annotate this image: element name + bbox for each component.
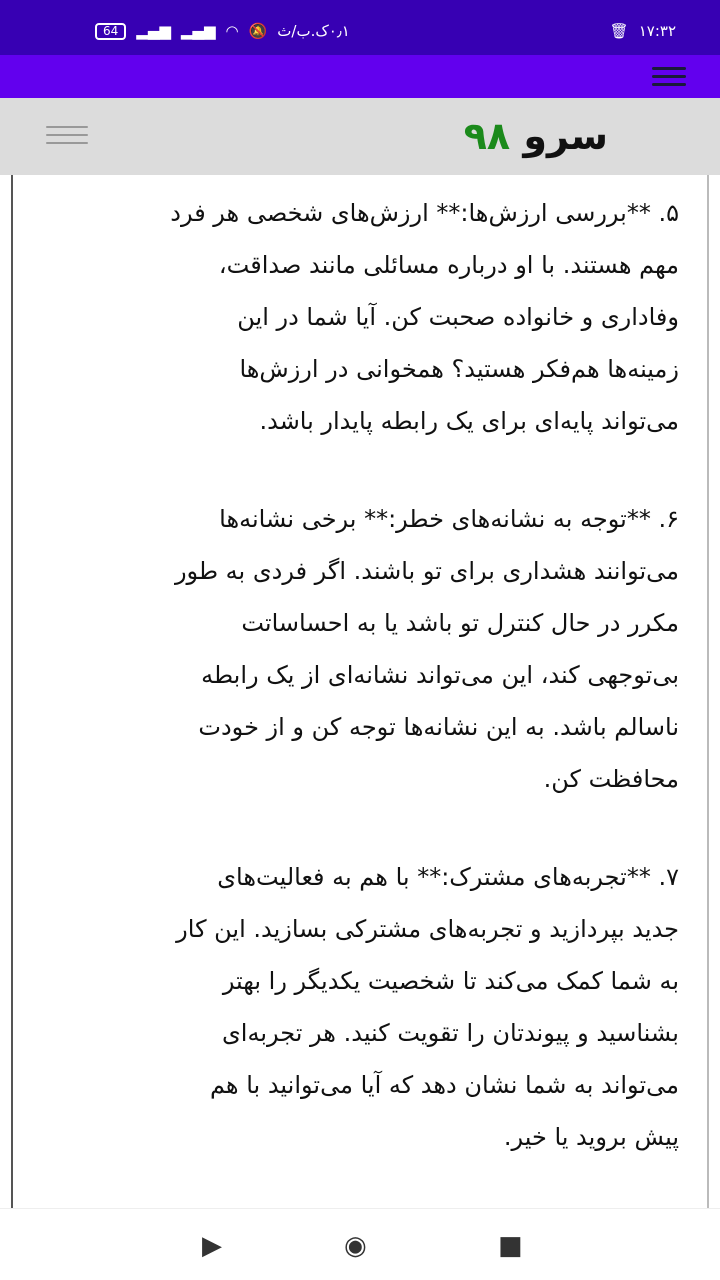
wifi-icon: ◠ [225,22,239,40]
text-line: ۵. **بررسی ارزش‌ها:** ارزش‌های شخصی هر فرد [170,199,679,227]
status-bar [0,0,720,55]
text-line: ناسالم باشد. به این نشانه‌ها توجه کن و از خودت [198,713,679,741]
paragraph-7 [39,851,679,1163]
logo-text: سرو [523,114,608,158]
signal-icon-2: ▂▄▆ [180,22,216,40]
app-toolbar [0,55,720,98]
text-line: می‌تواند به شما نشان دهد که آیا می‌توانید با هم [209,1071,679,1099]
text-line: محافظت کن. [543,765,679,793]
recents-button[interactable]: ■ [498,1231,523,1261]
home-button[interactable]: ◉ [344,1231,367,1261]
text-line: می‌توانند هشداری برای تو باشند. اگر فردی به طور [174,557,679,585]
article-content [11,175,709,1208]
bell-muted-icon: 🔕 [248,22,268,40]
back-button[interactable]: ▶ [202,1231,222,1261]
text-line: جدید بپردازید و تجربه‌های مشترکی بسازید. این کار [176,915,679,943]
site-header [0,98,720,175]
text-line: مکرر در حال کنترل تو باشد یا به احساساتت [241,609,679,637]
text-line: مهم هستند. با او درباره مسائلی مانند صداقت، [218,251,679,279]
battery-icon: 64 [95,23,126,40]
site-menu-icon[interactable] [46,126,88,144]
paragraph-5 [39,187,679,447]
text-line: به شما کمک می‌کند تا شخصیت یکدیگر را بهتر [222,967,679,995]
site-logo[interactable] [464,114,608,158]
navigation-bar [0,1208,720,1280]
signal-icon: ▂▄▆ [136,22,171,40]
text-line: وفاداری و خانواده صحبت کن. آیا شما در این [237,303,679,331]
hamburger-icon[interactable] [652,67,686,86]
data-speed: ۰٫۱ک.ب/ث [277,22,350,40]
paragraph-6 [39,493,679,805]
text-line: زمینه‌ها هم‌فکر هستید؟ همخوانی در ارزش‌ها [239,355,679,383]
text-line: بشناسید و پیوندتان را تقویت کنید. هر تجربه‌ای [222,1019,679,1047]
text-line: می‌تواند پایه‌ای برای یک رابطه پایدار باشد. [259,407,679,435]
trash-icon: 🗑 [609,22,629,40]
logo-number: ۹۸ [463,114,511,158]
text-line: ۶. **توجه به نشانه‌های خطر:** برخی نشانه‌ها [219,505,679,533]
clock: ۱۷:۳۲ [638,22,676,40]
text-line: ۷. **تجربه‌های مشترک:** با هم به فعالیت‌های [217,863,679,891]
text-line: پیش بروید یا خیر. [503,1123,679,1151]
text-line: بی‌توجهی کند، این می‌تواند نشانه‌ای از یک رابطه [201,661,679,689]
